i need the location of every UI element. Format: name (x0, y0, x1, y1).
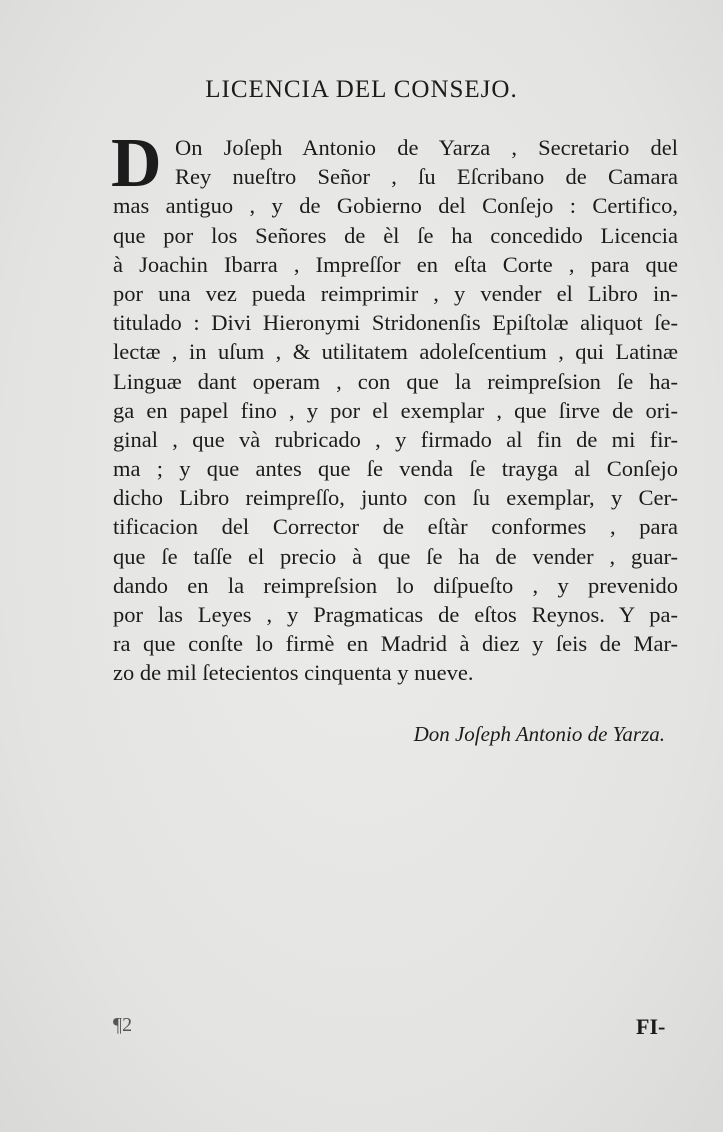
signature: Don Joſeph Antonio de Yarza. (413, 722, 665, 746)
text-line: titulado : Divi Hieronymi Stridonenſis Epiſtolæ aliquot ſe- (113, 310, 678, 336)
text-line: zo de mil ſetecientos cinquenta y nueve. (113, 660, 474, 686)
text-line: lectæ , in uſum , & utilitatem adoleſcentium , qui Latinæ (113, 339, 678, 365)
page-title: LICENCIA DEL CONSEJO. (205, 76, 518, 103)
text-line: mas antiguo , y de Gobierno del Conſejo : Certifico, (113, 193, 678, 219)
text-line: Linguæ dant operam , con que la reimpreſsion ſe ha- (113, 368, 678, 394)
text-line: à Joachin Ibarra , Impreſſor en eſta Corte , para que (113, 251, 678, 277)
text-line: por las Leyes , y Pragmaticas de eſtos Reynos. Y pa- (113, 602, 678, 627)
text-line: ra que conſte lo firmè en Madrid à diez y ſeis de Mar- (113, 631, 678, 657)
text-line: On Joſeph Antonio de Yarza , Secretario del (175, 135, 678, 160)
text-line: Rey nueſtro Señor , ſu Eſcribano de Camara (175, 164, 678, 190)
text-line: tificacion del Corrector de eſtàr conformes , para (113, 514, 678, 540)
drop-cap: D (111, 125, 162, 202)
license-text (111, 125, 678, 688)
text-line: ma ; y que antes que ſe venda ſe trayga al Conſejo (113, 456, 678, 482)
signature-mark: ¶2 (113, 1014, 133, 1036)
text-line: dicho Libro reimpreſſo, junto con ſu exemplar, y Cer- (113, 485, 678, 511)
text-line: ginal , que và rubricado , y firmado al fin de mi fir- (113, 426, 678, 452)
text-line: ga en papel fino , y por el exemplar , que ſirve de ori- (113, 397, 678, 423)
text-line: por una vez pueda reimprimir , y vender el Libro in- (113, 280, 678, 306)
text-line: que ſe taſſe el precio à que ſe ha de vender , guar- (113, 543, 678, 569)
text-line: que por los Señores de èl ſe ha concedido Licencia (113, 222, 678, 248)
text-line: dando en la reimpreſsion lo diſpueſto , y prevenido (113, 572, 678, 598)
catchword: FI- (636, 1014, 666, 1039)
